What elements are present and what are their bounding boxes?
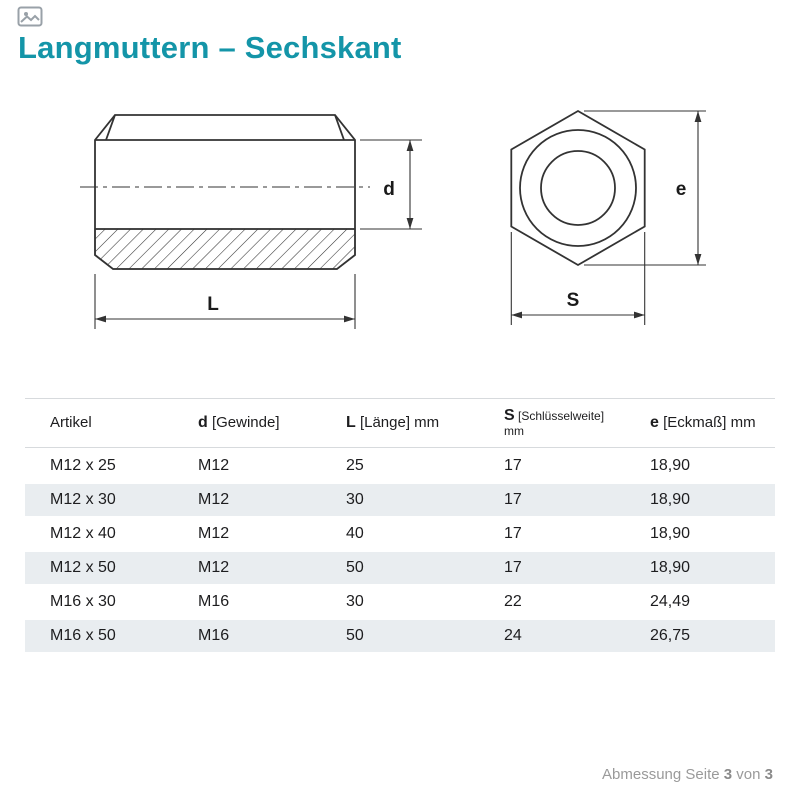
col-header-artikel: Artikel — [25, 398, 173, 448]
table-header-row — [25, 398, 775, 448]
dim-label-L: L — [207, 294, 219, 315]
col-header-laenge: L [Länge] mm — [321, 398, 479, 448]
cell-schluesselweite: 17 — [479, 518, 625, 550]
cell-gewinde: M16 — [173, 620, 321, 652]
cell-artikel: M12 x 25 — [25, 450, 173, 482]
cell-eckmass: 18,90 — [625, 552, 775, 584]
footer-von: von — [736, 766, 761, 783]
cell-schluesselweite: 17 — [479, 552, 625, 584]
cell-schluesselweite: 17 — [479, 450, 625, 482]
table-row — [25, 620, 775, 652]
footer-total-pages: 3 — [764, 766, 773, 783]
cell-schluesselweite: 17 — [479, 484, 625, 516]
dim-label-e: e — [675, 179, 687, 200]
footer-page-number: 3 — [723, 766, 733, 783]
table-row — [25, 586, 775, 618]
dim-label-S: S — [566, 290, 580, 311]
cell-gewinde: M12 — [173, 450, 321, 482]
cell-artikel: M12 x 30 — [25, 484, 173, 516]
cell-gewinde: M12 — [173, 484, 321, 516]
cell-eckmass: 18,90 — [625, 518, 775, 550]
table-row — [25, 518, 775, 550]
table-row — [25, 552, 775, 584]
cell-eckmass: 18,90 — [625, 450, 775, 482]
col-header-eckmass: e [Eckmaß] mm — [625, 398, 775, 448]
dim-label-d: d — [383, 179, 395, 200]
cell-gewinde: M12 — [173, 518, 321, 550]
page-title: Langmuttern – Sechskant — [18, 30, 402, 65]
cell-laenge: 30 — [321, 586, 479, 618]
cell-schluesselweite: 24 — [479, 620, 625, 652]
cell-artikel: M12 x 50 — [25, 552, 173, 584]
cell-gewinde: M12 — [173, 552, 321, 584]
cell-schluesselweite: 22 — [479, 586, 625, 618]
image-icon — [17, 5, 43, 28]
cell-artikel: M16 x 30 — [25, 586, 173, 618]
front-view — [511, 111, 644, 265]
cell-eckmass: 26,75 — [625, 620, 775, 652]
cell-eckmass: 18,90 — [625, 484, 775, 516]
cell-laenge: 50 — [321, 620, 479, 652]
page-footer — [602, 766, 773, 783]
cell-artikel: M12 x 40 — [25, 518, 173, 550]
table-row — [25, 450, 775, 482]
cell-eckmass: 24,49 — [625, 586, 775, 618]
col-header-schluesselweite: S [Schlüsselweite] mm — [479, 398, 625, 448]
cell-laenge: 30 — [321, 484, 479, 516]
cell-laenge: 25 — [321, 450, 479, 482]
arrowheads — [95, 111, 701, 322]
col-header-gewinde: d [Gewinde] — [173, 398, 321, 448]
cell-laenge: 40 — [321, 518, 479, 550]
cell-gewinde: M16 — [173, 586, 321, 618]
dimensions-table — [25, 396, 775, 654]
cell-artikel: M16 x 50 — [25, 620, 173, 652]
footer-prefix: Abmessung Seite — [602, 766, 720, 783]
cell-laenge: 50 — [321, 552, 479, 584]
technical-drawing — [0, 92, 800, 372]
side-view — [95, 115, 355, 269]
table-row — [25, 484, 775, 516]
